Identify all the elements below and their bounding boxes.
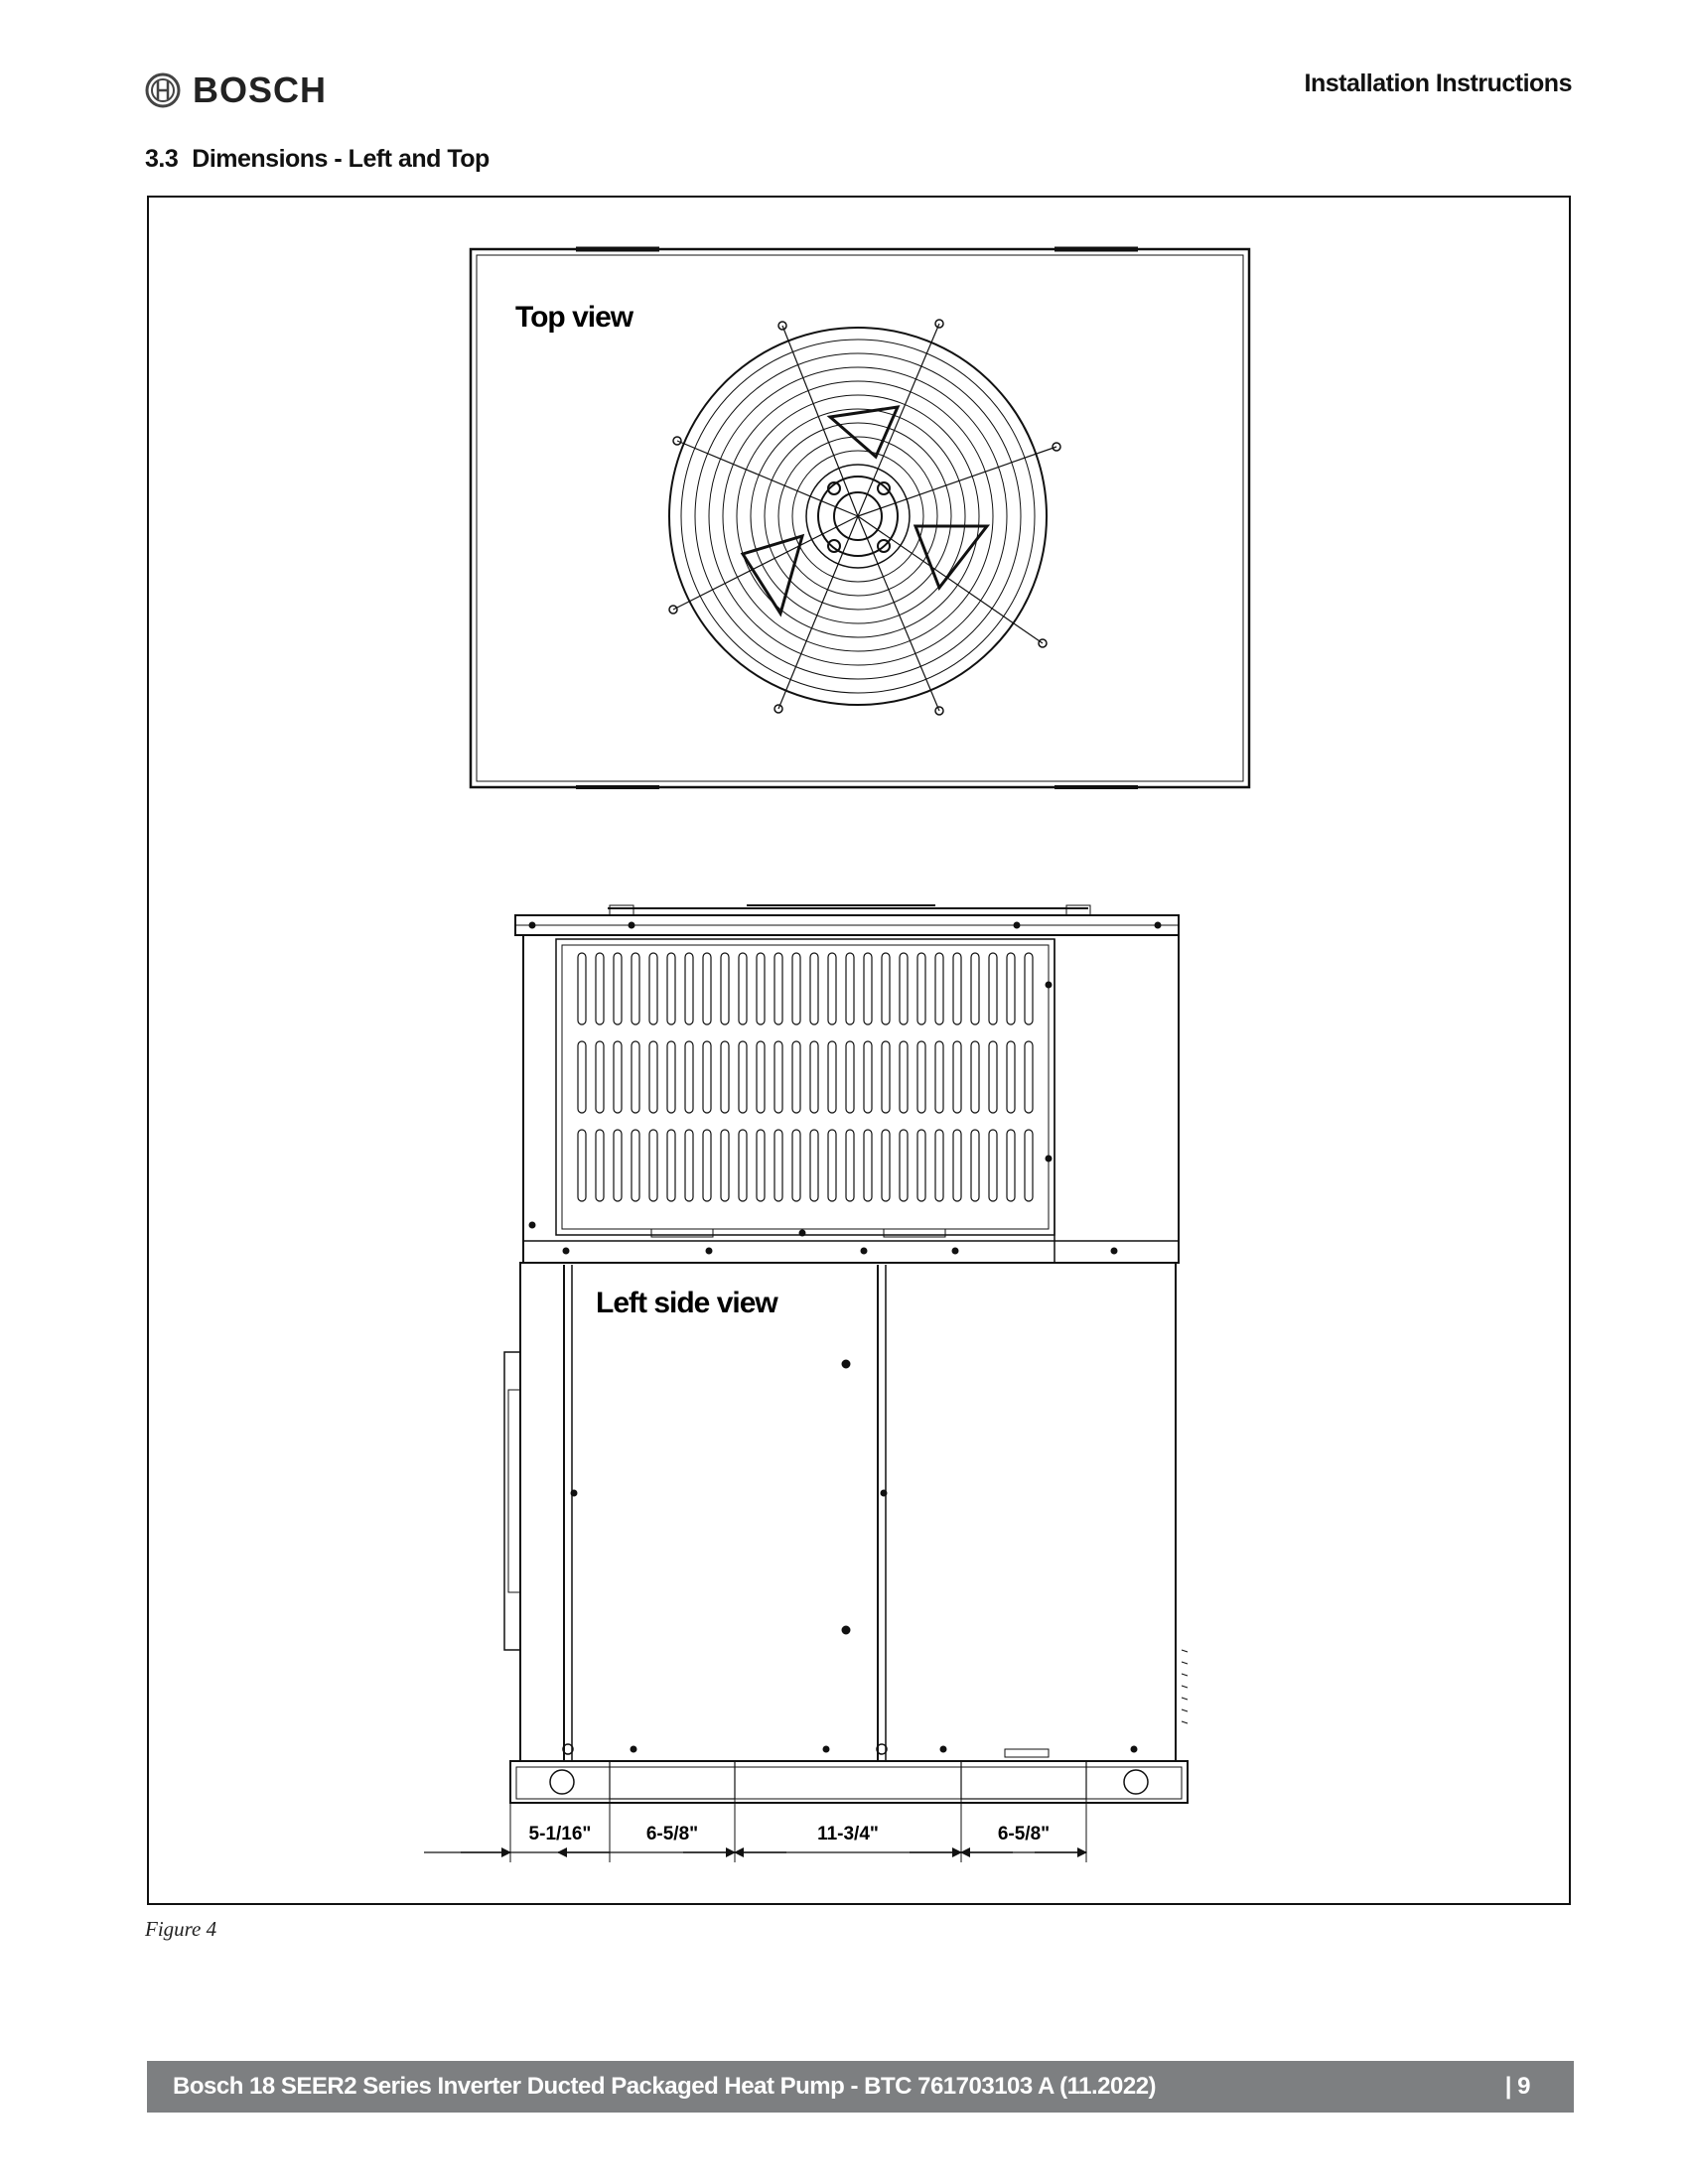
footer-bar [147, 2061, 1574, 2113]
bosch-armature-icon [145, 72, 181, 108]
dimension-label: 5-1/16" [528, 1824, 592, 1844]
document-type: Installation Instructions [1304, 69, 1572, 97]
dimension-drawing [149, 198, 1571, 1905]
left-side-view-drawing [504, 905, 1188, 1803]
top-view-label: Top view [515, 301, 633, 334]
louver-grille [578, 953, 1033, 1201]
figure-frame [147, 196, 1571, 1905]
page-number: | 9 [1504, 2073, 1530, 2100]
dimension-label: 11-3/4" [817, 1824, 879, 1844]
brand-name: BOSCH [193, 69, 328, 110]
dimension-label: 6-5/8" [645, 1824, 699, 1844]
figure-caption: Figure 4 [145, 1917, 217, 1941]
section-title: Dimensions - Left and Top [192, 145, 490, 173]
left-side-view-label: Left side view [596, 1287, 777, 1319]
section-number: 3.3 [145, 145, 179, 173]
bosch-logo [145, 69, 327, 111]
condenser-fan-icon [669, 320, 1060, 715]
footer-doc-title: Bosch 18 SEER2 Series Inverter Ducted Packaged Heat Pump - BTC 761703103 A (11.2022) [173, 2073, 1157, 2100]
section-heading [145, 145, 490, 174]
dimension-label: 6-5/8" [997, 1824, 1051, 1844]
dimension-lines [424, 1799, 1086, 1862]
